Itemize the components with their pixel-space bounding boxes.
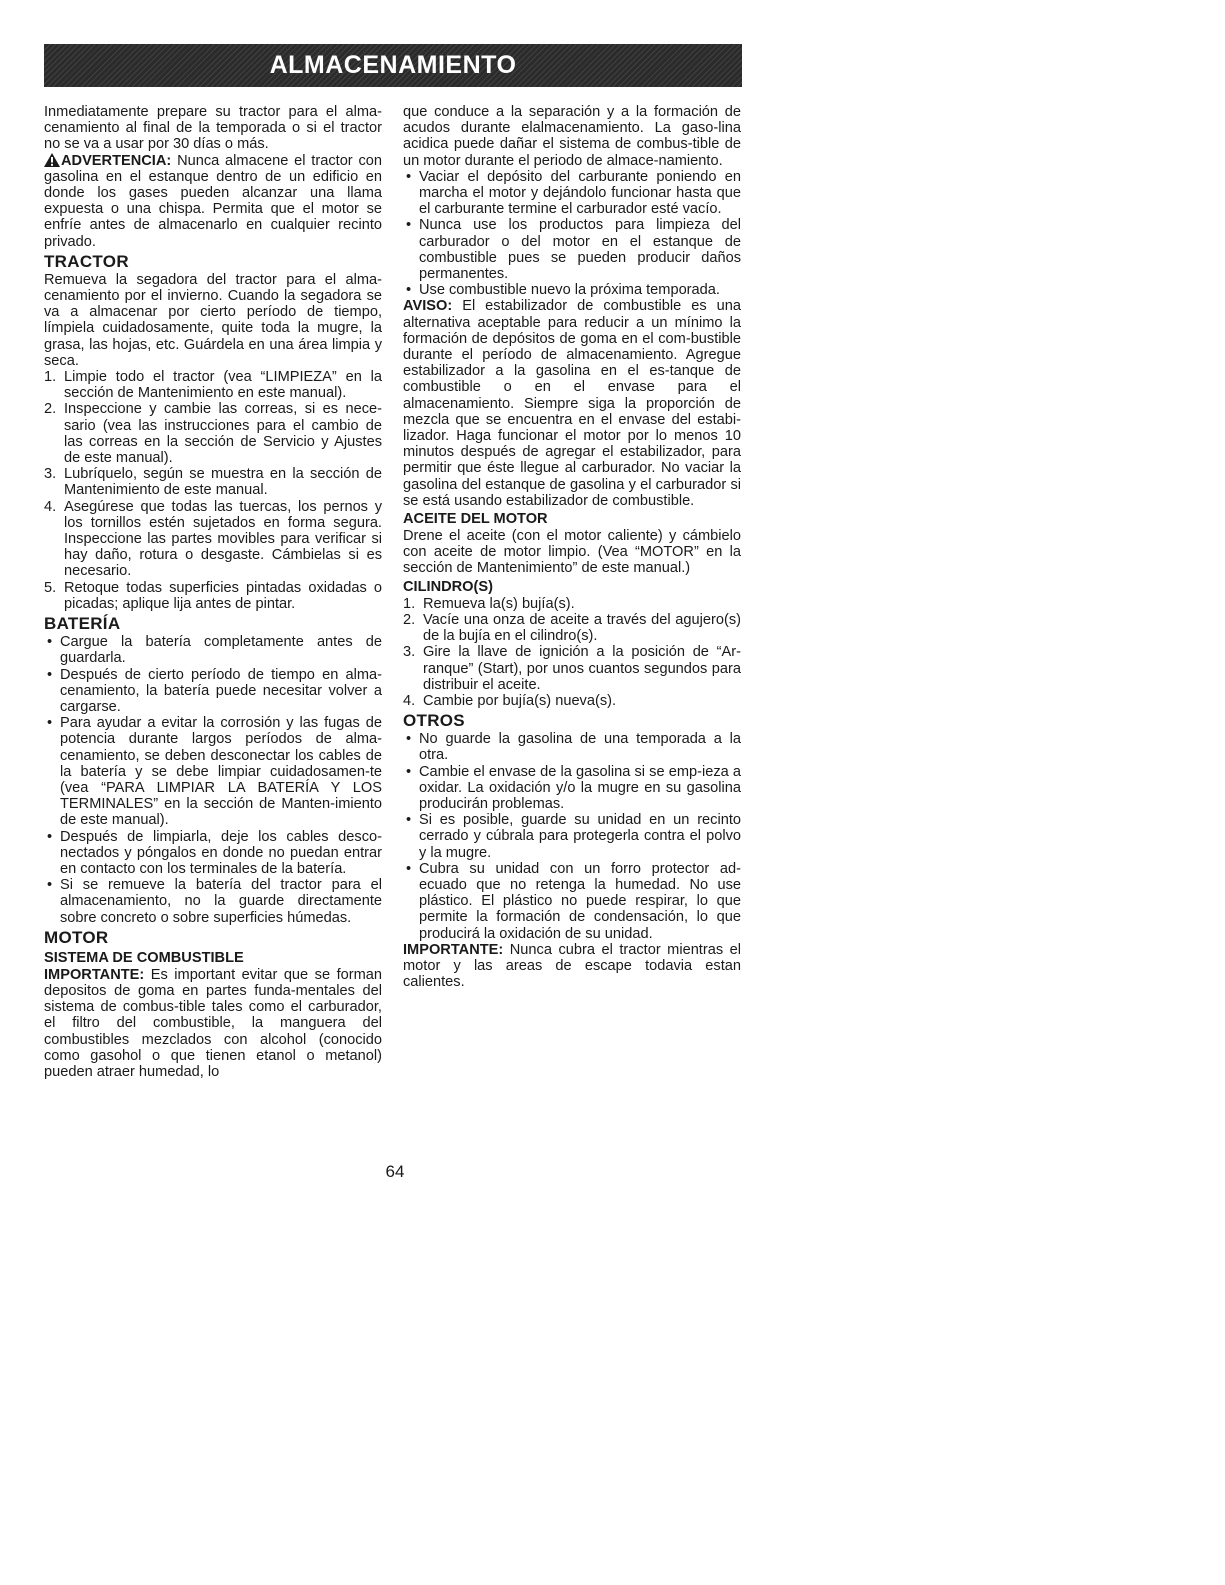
list-item [44,877,382,926]
bullet-text: Cambie el envase de la gasolina si se emp-ieza a oxidar. La oxidación y/o la mugre en su gasolina producirán problemas. [419,763,741,812]
aviso-paragraph [403,298,741,509]
intro-paragraph: Inmediatamente prepare su tractor para el alma-cenamiento al final de la temporada o si el tractor no se va a usar por 30 días o más. [44,104,382,153]
continued-paragraph: que conduce a la separación y a la formación de acudos durante elalmacenamiento. La gaso-lina acidica puede dañar el sistema de combus-tible de un motor durante el periodo de almace-namiento. [403,104,741,169]
aceite-heading: ACEITE DEL MOTOR [403,511,548,528]
warning-text: Nunca almacene el tractor con gasolina en el estanque dentro de un edificio en donde los gases pueden alcanzar una llama expuesta o una chispa. Permita que el motor se enfríe antes de almacenarlo en cualquier recinto privado. [44,152,382,250]
step-text: Remueva la(s) bujía(s). [423,595,575,612]
final-important-paragraph [403,942,741,991]
bullet-text: Si se remueve la batería del tractor para el almacenamiento, no la guarde directamente sobre concreto o sobre superficies húmedas. [60,877,382,926]
step-number: 2. [403,611,416,628]
list-item [403,217,741,282]
bullet: • [406,168,412,185]
step-text: Inspeccione y cambie las correas, si es nece-sario (vea las instrucciones para el cambio de las correas en la sección de Servicio y Ajustes de este manual). [64,401,382,467]
list-item [44,401,382,466]
bullet-text: Después de limpiarla, deje los cables desco-nectados y póngalos en donde no puedan entrar en contacto con los terminales de la batería. [60,828,382,877]
warning-label: ADVERTENCIA: [61,152,172,169]
section-banner [44,44,742,87]
bullet-text: Si es posible, guarde su unidad en un recinto cerrado y cúbrala para protegerla contra el polvo y la mugre. [419,812,741,861]
step-number: 3. [44,466,57,483]
cilindros-steps [403,596,741,709]
step-text: Gire la llave de ignición a la posición de “Ar-ranque” (Start), por unos cuantos segundos para distribuir el aceite. [423,644,741,693]
cilindros-heading: CILINDRO(S) [403,578,493,595]
bullet: • [406,217,412,234]
list-item [403,764,741,813]
bateria-list [44,634,382,926]
fuel-system-subheading: SISTEMA DE COMBUSTIBLE [44,949,244,966]
warning-paragraph [44,153,382,250]
aviso-text: El estabilizador de combustible es una alternativa aceptable para reducir a un mínimo la formación de depósitos de goma en el com-bustible durante el período de almacenamiento. Agregue estabilizador a la gasolina en el es-tanque de combustible o en el envase para el almacenamiento. Siempre siga la proporción de mezcla que se encuentra en el envase del estabi-lizador. Haga funcionar el motor por lo menos 10 minutos después de agregar el estabilizador, para permitir que éste llegue al carburador. No vaciar la gasolina del estanque de gasolina y el carburador si se está usando estabilizador de combustible. [403,298,741,509]
bullet-text: Cargue la batería completamente antes de guardarla. [60,634,382,667]
final-important-label: IMPORTANTE: [403,941,504,958]
step-number: 5. [44,579,57,596]
motor-heading: MOTOR [44,927,109,947]
important-paragraph [44,967,382,1080]
important-text: Es important evitar que se forman depositos de goma en partes funda-mentales del sistema de combus-tible tales como el carburador, el filtro del combustible, la manguera del combustibles mezclados con alcohol (conocido como gasohol o que tienen etanol o metanol) pueden atraer humedad, lo [44,966,382,1080]
otros-list [403,731,741,942]
step-number: 4. [44,498,57,515]
left-column [44,104,382,1080]
step-number: 1. [403,595,416,612]
final-important-text: Nunca cubra el tractor mientras el motor y las areas de escape todavia estan calientes. [403,941,741,991]
otros-heading: OTROS [403,711,465,731]
bullet-text: Nunca use los productos para limpieza del carburador o del motor en el estanque de combustible pues se pueden producir daños permanentes. [419,217,741,283]
step-number: 2. [44,401,57,418]
tractor-paragraph: Remueva la segadora del tractor para el alma-cenamiento por el invierno. Cuando la segadora se va a almacenar por cierto período de tiempo, límpiela cuidadosamente, quite toda la mugre, la grasa, las hojas, etc. Guárdela en una área limpia y seca. [44,271,382,369]
aviso-label: AVISO: [403,298,453,315]
list-item [44,580,382,612]
list-item [403,861,741,942]
bullet: • [406,282,412,299]
list-item [403,693,741,709]
bullet: • [406,812,412,829]
bullet: • [406,763,412,780]
bullet-text: Use combustible nuevo la próxima temporada. [419,282,720,299]
list-item [44,369,382,401]
warning-triangle-icon [44,153,60,167]
list-item [44,715,382,828]
page-number: 64 [385,1162,405,1181]
bullet: • [406,860,412,877]
list-item [44,667,382,716]
bullet: • [47,828,53,845]
tractor-steps [44,369,382,612]
list-item [44,634,382,666]
bateria-heading: BATERÍA [44,614,121,634]
step-text: Lubríquelo, según se muestra en la sección de Mantenimiento de este manual. [64,466,382,499]
step-number: 1. [44,369,57,386]
bullet: • [47,666,53,683]
bullet-text: Para ayudar a evitar la corrosión y las fugas de potencia durante largos períodos de alma-cenamiento, se deben desconectar los cables de la batería y se debe limpiar cuidadosamen-te (vea “PARA LIMPIAR LA BATERÍA Y LOS TERMINALES” en la sección de Manten-imiento de este manual). [60,715,382,829]
bullet-text: No guarde la gasolina de una temporada a la otra. [419,731,741,764]
fuel-list [403,169,741,299]
list-item [403,169,741,218]
list-item [403,282,741,298]
list-item [403,644,741,693]
step-text: Cambie por bujía(s) nueva(s). [423,692,617,709]
bullet-text: Después de cierto período de tiempo en alma-cenamiento, la batería puede necesitar volver a cargarse. [60,666,382,715]
step-text: Vacíe una onza de aceite a través del agujero(s) de la bujía en el cilindro(s). [423,611,741,645]
list-item [44,499,382,580]
bullet: • [406,731,412,748]
bullet: • [47,877,53,894]
step-text: Retoque todas superficies pintadas oxidadas o picadas; aplique lija antes de pintar. [64,579,382,612]
tractor-heading: TRACTOR [44,251,129,271]
bullet: • [47,715,53,732]
right-column [403,104,741,990]
step-number: 3. [403,644,416,661]
important-label: IMPORTANTE: [44,966,145,983]
bullet-text: Cubra su unidad con un forro protector ad-ecuado que no retenga la humedad. No use plástico. El plástico no puede respirar, lo que permite la formación de condensación, lo que producirá la oxidación de su unidad. [419,860,741,942]
bullet: • [47,634,53,651]
list-item [44,466,382,498]
list-item [403,612,741,644]
step-text: Limpie todo el tractor (vea “LIMPIEZA” en la sección de Mantenimiento en este manual). [64,369,382,402]
step-number: 4. [403,692,416,709]
list-item [403,596,741,612]
section-title: ALMACENAMIENTO [269,51,517,79]
bullet-text: Vaciar el depósito del carburante poniendo en marcha el motor y dejándolo funcionar hasta que el carburante termine el carburador esté vacío. [419,168,741,218]
list-item [403,812,741,861]
list-item [44,829,382,878]
step-text: Asegúrese que todas las tuercas, los pernos y los tornillos estén sujetados en forma segura. Inspeccione las partes movibles para verificar si hay daño, rotura o desgaste. Cámbielas si es necesario. [64,498,382,580]
list-item [403,731,741,763]
aceite-paragraph: Drene el aceite (con el motor caliente) y cámbielo con aceite de motor limpio. (Vea “MOTOR” en la sección de Mantenimiento” de este manual.) [403,528,741,577]
